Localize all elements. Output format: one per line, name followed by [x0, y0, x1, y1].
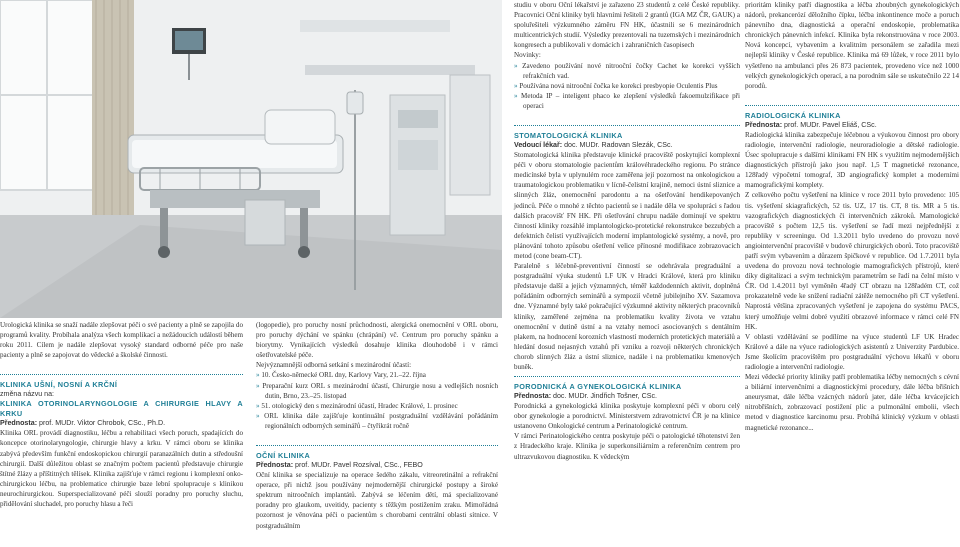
section-heading-stomatology: STOMATOLOGICKÁ KLINIKA [514, 131, 623, 141]
orl-body-paragraph: Klinika ORL provádí diagnostiku, léčbu a rehabilitaci všech poruch, spadajících do koncepce otorinolaryngologie, chirurgie hlavy a krku. V rámci oboru se klinika zabývá především funkční endoskopickou chirurgií paranazálních dutin a středoušní chirurgií. Další důležitou oblast se značným počtem pacientů představuje chirurgie štítné žlázy a příštitných tělísek. Klinika zajišťuje v rámci regionu i komplexní onko-chirurgickou léčbu, na problematice chirurgie baze lební spolupracuje s klinikou neurochirurgickou. Superspecializované péči slouží poradny pro poruchy sluchu, přidělování sluchadel, pro poruchy hlasu a řeči [0, 429, 243, 509]
news-label: Novinky: [514, 51, 541, 60]
gynecology-continued-paragraph: prioritám kliniky patří diagnostika a léčba zhoubných gynekologických nádorů, prekancerózí děložního čípku, léčba inkontinence moče a poruch pánevního dna, diagnostická a operační endoskopie, problematika chronických pánevních infekcí. Klinika byla rekonstruována v roce 2003. Nová koncepcí, vybavením a kvalitním personálem se zařadila mezi nejlepší kliniky v České republice. Klinika má 69 lůžek, v roce 2011 bylo vyšetřeno na ambulanci přes 26 873 pacientek, provedeno více než 1000 velkých gynekologických operací, a na porodním sále se uskutečnilo 22 14 porodů. [745, 1, 959, 90]
section-divider [514, 125, 740, 126]
ophthalmology-body-paragraph: Oční klinika se specializuje na operace šedého zákalu, vitreoretinální a refrakční operace, při nichž jsou používány nejmodernější chirurgické postupy a široké spektrum nitroočních implantátů. Zabývá se léčením dětí, má specializované poradny pro glaukom, uveitidy, pacienty s těžkým postižením zraku. Mimořádná pozornost je věnována péči o pacientům s chorobami centrální oblasti sítnice. V postgraduálním [256, 471, 498, 530]
ophthalmology-head-line [256, 461, 498, 470]
radiology-paragraph-1: Radiologická klinika zabezpečuje léčebnou a výukovou činnost pro obory radiologie, intervenční radiologie, neuroradiologie a dětské radiologie. Úsec spolupracuje s dalšími klinikami FN HK s využitím nejmodernějších diagnostických přístrojů jako jsou např. 1,5 T magnetické rezonance, 128řadý výpočetní tomograf, 3D angiografický komplet a moderními mamografickými komplety. [745, 130, 959, 190]
stomatology-paragraph-2: Paralelně s léčebně-preventivní činností se odehrávala pregraduální a postgraduální výuka studentů LF UK v Hradci Králové, která pro kliniku představuje další a jejich významných, téměř každodenních aktivit, doplněná pořádáním odborných seminářů a sympozií včetně jubilejního XV. Sazamova dne. Významné byly také pokračující výzkumné aktivity některých pracovníků kliniky, zaměřené zejména na problematiku kvality života ve vztahu onemocnění v dutině ústní a na vztahy nemocí asociovaných s dentálním plakem, na hodnocení korozních vlastností moderních protetických materiálů a hledání dosud nejasných vztahů při vzniku a rozvoji některých chronických chorob slinných žláz a ústní sliznice, nadále i na problematiku kmenových buněk. [514, 262, 740, 371]
news-item: » Metoda IP – inteligent phaco ke zlepšení výsledků fakoemulzifikace při operaci [514, 91, 740, 110]
section-heading-orl-new: KLINIKA OTORINOLARYNGOLOGIE A CHIRURGIE HLAVY A KRKU [0, 399, 243, 419]
urology-closing-paragraph: Urologická klinika se snaží nadále zlepšovat péči o své pacienty a plně se zapojila do programů kvality. Probíhala analýza všech komplikací a nežádoucích událostí během roku 2011. Cílem je nadále zlepšovat vysoký standard odborné péče pro naše pacienty a plně se zapojovat do vědecké a školské činnosti. [0, 321, 243, 360]
radiology-paragraph-4: Mezi vědecké priority kliniky patří problematika léčby nemocných s cévní a biliární intervenčními a diagnostickými procedury, dále léčba břišních aneurysmat, dále léčba vzácných nádorů jater, dále léčba krvácejících nitrobřišních, zobrazovací postižení plic a pulmonální embolii, všech metod v diagnostice karcinomu prsu. Probíhá klinický výzkum v oblasti magnetické rezonance... [745, 373, 959, 432]
column-3 [514, 0, 740, 462]
orl-continued-paragraph: (logopedie), pro poruchy nosní průchodnosti, alergická onemocnění v ORL oboru, pro poruchy dýchání ve spánku (chrápání) vč. Centrum pro poruchy spánku a biorytmy. Vynikajících výsledků dosahuje klinika dlouhodobě i v rámci ošetřovatelské péče. [256, 321, 498, 360]
stomatology-head-line [514, 141, 740, 150]
orl-event-item: » Preparační kurz ORL s mezinárodní účastí, Chirurgie nosu a vedlejších nosních dutin, Brno, 23.–25. listopad [256, 381, 499, 400]
section-heading-radiology: RADIOLOGICKÁ KLINIKA [745, 110, 841, 120]
ophthalmology-head-name: prof. MUDr. Pavel Rozsíval, CSc., FEBO [293, 461, 423, 470]
ophthalmology-head-label: Přednosta: [256, 461, 294, 470]
news-item: » Zavedeno používání nové nitrooční čočky Cachet ke korekci vyšších refrakčních vad. [514, 61, 740, 80]
hospital-room-photo [0, 0, 502, 318]
gynecology-head-line [514, 392, 740, 401]
orl-event-item: » 10. Česko-německé ORL dny, Karlovy Vary, 21.–22. října [256, 371, 426, 380]
radiology-paragraph-2: Z celkového počtu vyšetření na klinice v roce 2011 bylo provedeno: 105 tis. vyšetření skiagrafických, 52 tis. UZ, 17 tis. CT, 8 tis. MR a 5 tis. vazografických diagnostických či intervenčních zákroků. Mamologické pracoviště s počtem 12,5 tis. vyšetření se řadí mezi nejpřednější z republiky v screeningu. Od 1.3.2011 bylo uvedeno do provozu nové angiointervenční pracoviště v budově chirurgických oborů. Toto pracoviště patří svým vybavením a důrazem špičkové v republice. Od 1.7.2011 byla uvedena do provozu nová technologie mamografických přístrojů, které díky digitalizaci a svým technickým parametrům se řadí na čelní místo v ČR. Od 1.4.2011 byl vyměněn 4řadý CT obrazu na 128řadém CT, což prokazatelně vede ke snížení radiační zátěže nemocného při CT vyšetření. Naprostá většina zpracovaných vyšetření je zapojena do systému PACS, který umožňuje velmi dobré využití obrazové informace v rámci celé FN HK. [745, 191, 959, 331]
news-item: » Používána nová nitrooční čočka ke korekci presbyopie Oculentis Plus [514, 81, 718, 90]
ophthalmology-continued-paragraph: studiu v oboru Oční lékařství je zařazeno 23 studentů z celé České republiky. Pracovníci Oční kliniky byli hlavními řešiteli 2 grantů (IGA MZ ČR, GAUK) a spoluřešiteli výzkumného záměru FN HK, účastnili se 6 mezinárodních multicentrických studií. Výsledky prezentovali na tuzemských i mezinárodních kongresech a publikovali v domácích i zahraničních časopisech [514, 1, 740, 50]
section-divider [0, 374, 243, 375]
stomatology-paragraph-1: Stomatologická klinika představuje klinické pracoviště poskytující komplexní péči v oboru stomatologie pacientům královéhradeckého regionu. Po stránce medicínské byla v uplynulém roce zaměřena její pozornost na onkologickou a traumatologickou problematiku v lícně-čelistní krajině, nemoci ústní sliznice a slinných žláz, onemocnění parodontu a na ošetřování hendikepovaných jedinců. Péče o mnohé z těchto pacientů se i nadále děla ve spolupráci s řadou dalších pracovišť FN HK. Při ošetřování chrupu nadále dominují ve spektru činností kliniky rozsáhlé implantologicko-protetické rekonstrukce bezzubých a defektních čelistí využívajících moderní implantologické systémy, a nově, pro plánování tohoto způsobu ošetření velice přínosné modifikace zobrazovacích metod (cone beam-CT). [514, 151, 740, 260]
column-4 [745, 0, 959, 433]
stomatology-head-label: Vedoucí lékař: [514, 141, 563, 150]
section-divider [256, 445, 498, 446]
orl-head-name: prof. MUDr. Viktor Chrobok, CSc., Ph.D. [37, 419, 166, 428]
column-2 [256, 320, 498, 531]
radiology-paragraph-3: V oblasti vzdělávání se podílíme na výuce studentů LF UK Hradec Králové a dále na výuce radiologických asistentů z Univerzity Pardubice. Jsme školícím pracovištěm pro postgraduální výchovu lékařů v oboru radiologie a intervenční radiologie. [745, 332, 959, 371]
gynecology-paragraph-1: Porodnická a gynekologická klinika poskytuje komplexní péči v oboru celý obor gynekologie a porodnictví. Ministerstvem zdravotnictví ČR je na klinice ustanoveno Onkologické centrum a Perinatologické centrum. [514, 402, 740, 431]
orl-head-line [0, 419, 243, 428]
radiology-head-line [745, 121, 959, 130]
section-heading-gynecology: PORODNICKÁ A GYNEKOLOGICKÁ KLINIKA [514, 382, 682, 392]
section-heading-orl-old: KLINIKA UŠNÍ, NOSNÍ A KRČNÍ [0, 380, 118, 390]
section-divider [514, 376, 740, 377]
gynecology-paragraph-2: V rámci Perinatologického centra poskytuje péči o patologické těhotenství žen z Hradeckého kraje. Klinika je superkonsiliárním a referenčním centrem pro ultrazvukovou diagnostiku. K vědeckým [514, 432, 740, 461]
gynecology-head-name: doc. MUDr. Jindřich Tošner, CSc. [551, 392, 657, 401]
radiology-head-label: Přednosta: [745, 120, 783, 129]
orl-event-item: » 51. otologický den s mezinárodní účastí, Hradec Králové, 1. prosinec [256, 401, 458, 410]
radiology-head-name: prof. MUDr. Pavel Eliáš, CSc. [782, 120, 877, 129]
section-divider [745, 105, 959, 106]
stomatology-head-name: doc. MUDr. Radovan Slezák, CSc. [562, 141, 673, 150]
section-heading-ophthalmology: OČNÍ KLINIKA [256, 451, 311, 461]
gynecology-head-label: Přednosta: [514, 392, 552, 401]
column-1 [0, 320, 243, 509]
orl-head-label: Přednosta: [0, 419, 38, 428]
hospital-room-illustration [0, 0, 502, 318]
orl-events-intro: Nejvýznamnější odborná setkání s mezinárodní účastí: [256, 361, 412, 370]
orl-event-item: » ORL klinika dále zajišťuje kontinuální postgraduální vzdělávání pořádáním regionálních odborných seminářů – čtyřikrát ročně [256, 411, 498, 430]
rename-note: změna názvu na: [0, 390, 55, 399]
